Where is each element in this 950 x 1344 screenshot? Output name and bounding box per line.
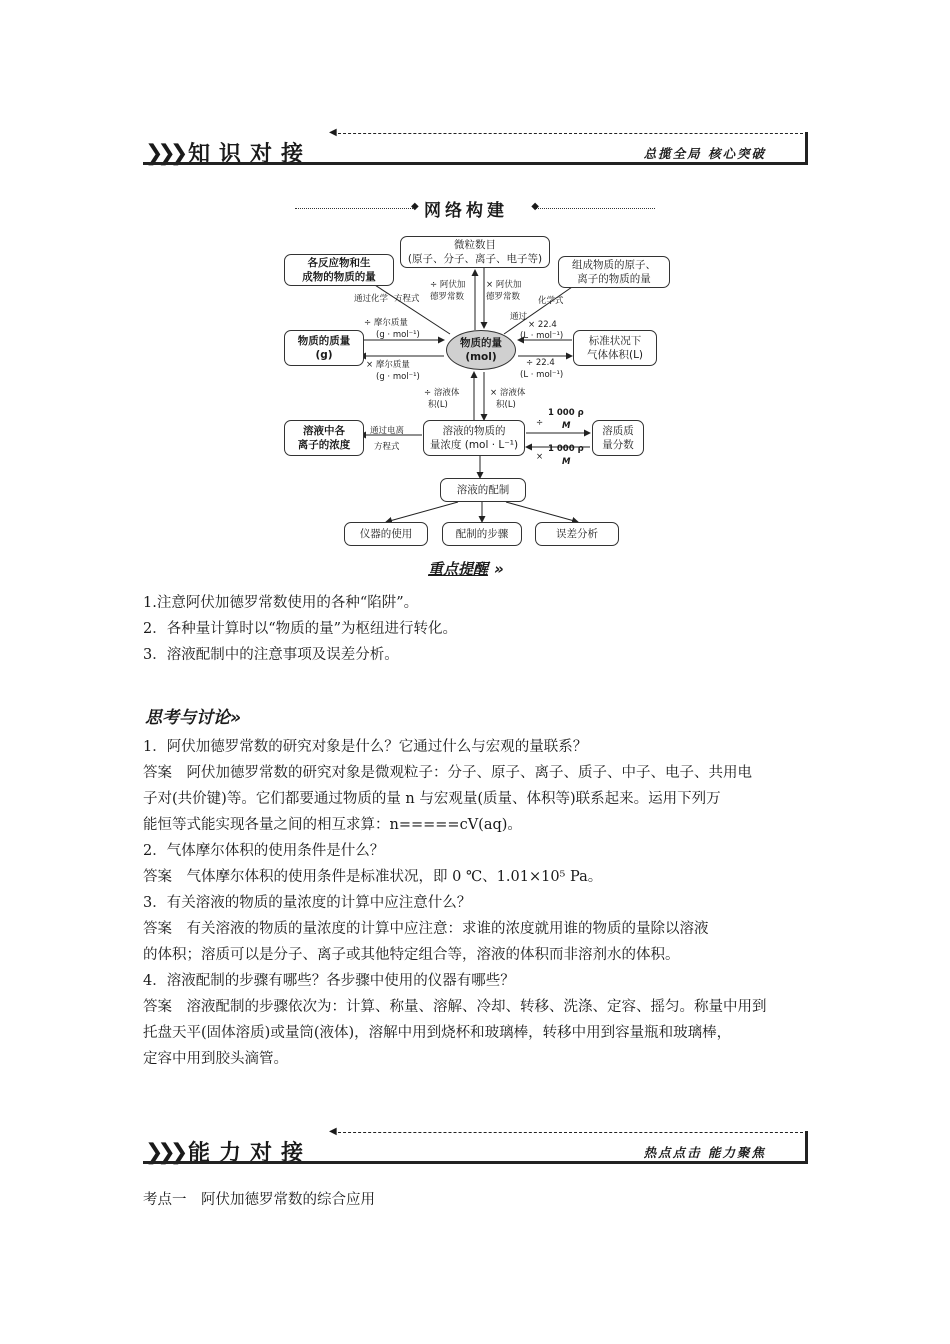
chevrons-icon: ❯❯❯ <box>145 141 183 166</box>
network-title: 网络构建 <box>424 201 508 221</box>
label-div-vm: ÷ 22.4 <box>526 358 555 368</box>
label-unit-m: (g · mol⁻¹) <box>376 330 420 340</box>
label-div-v2: 积(L) <box>428 400 448 410</box>
label-w-den2: M <box>562 457 571 467</box>
label-div-w: ÷ <box>536 418 544 428</box>
header-rule <box>143 1161 808 1164</box>
center-amount-of-substance: 物质的量 (mol) <box>446 330 516 370</box>
focus-item: 2．各种量计算时以“物质的量”为枢纽进行转化。 <box>143 621 458 637</box>
box-steps: 配制的步骤 <box>442 522 522 546</box>
box-mass: 物质的质量 (g) <box>284 330 364 366</box>
discuss-title: 思考与讨论» <box>145 708 242 728</box>
label-unit-vm: (L · mol⁻¹) <box>520 331 564 341</box>
box-ion-concentration: 溶液中各 离子的浓度 <box>284 420 364 456</box>
label-div-v: ÷ 溶液体 <box>424 388 460 398</box>
section-title: 知识对接 <box>188 142 313 167</box>
section-slogan: 总揽全局 核心突破 <box>643 146 766 161</box>
chevron-icon: » <box>494 560 504 578</box>
paragraph-line: 答案 阿伏加德罗常数的研究对象是微观粒子：分子、原子、离子、质子、中子、电子、共用电 <box>143 765 752 781</box>
label-unit-m2: (g · mol⁻¹) <box>376 372 420 382</box>
label-mul-w: × <box>536 452 544 462</box>
label-div-na2: 德罗常数 <box>430 292 465 302</box>
section-header-ability <box>143 1126 808 1174</box>
box-instruments: 仪器的使用 <box>344 522 428 546</box>
label-mul-v: × 溶液体 <box>490 388 526 398</box>
label-ion2: 方程式 <box>374 442 400 452</box>
label-eq-right: 化学式 <box>538 296 564 306</box>
chevrons-icon: ❯❯❯ <box>145 1140 183 1165</box>
paragraph-line: 3．有关溶液的物质的量浓度的计算中应注意什么？ <box>143 895 472 911</box>
paragraph-line: 答案 有关溶液的物质的量浓度的计算中应注意：求谁的浓度就用谁的物质的量除以溶液 <box>143 921 709 937</box>
label-w-den: M <box>562 421 571 431</box>
box-solution-prep: 溶液的配制 <box>440 478 526 502</box>
paragraph-line: 1．阿伏加德罗常数的研究对象是什么？它通过什么与宏观的量联系？ <box>143 739 588 755</box>
concept-diagram <box>278 232 673 552</box>
label-w-num2: 1 000 ρ <box>548 444 584 454</box>
label-w-num: 1 000 ρ <box>548 408 584 418</box>
label-mul-v2: 积(L) <box>496 400 516 410</box>
box-reactant-moles: 各反应物和生 成物的物质的量 <box>284 254 394 286</box>
paragraph-line: 4．溶液配制的步骤有哪些？各步骤中使用的仪器有哪些？ <box>143 973 515 989</box>
focus-list <box>143 590 808 668</box>
box-particle-count: 微粒数目 (原子、分子、离子、电子等) <box>400 236 550 268</box>
section-header-knowledge <box>143 127 808 175</box>
paragraph-line: 能恒等式能实现各量之间的相互求算：n=====cV(aq)。 <box>143 817 522 833</box>
box-molar-concentration: 溶液的物质的 量浓度 (mol · L⁻¹) <box>423 420 525 456</box>
label-unit-vm2: (L · mol⁻¹) <box>520 370 564 380</box>
box-error-analysis: 误差分析 <box>535 522 619 546</box>
label-mul-na: × 阿伏加 <box>486 280 522 290</box>
label-div-m: ÷ 摩尔质量 <box>364 318 408 328</box>
label-mul-na2: 德罗常数 <box>486 292 521 302</box>
header-arrow-icon: ◀ <box>329 1126 337 1137</box>
label-eq-right2: 通过 <box>510 312 528 322</box>
header-rule <box>143 162 808 165</box>
paragraph-line: 子对(共价键)等。它们都要通过物质的量 n 与宏观量(质量、体积等)联系起来。运用下列万 <box>143 791 721 807</box>
focus-title: 重点提醒 » <box>428 560 504 578</box>
paragraph-line: 2．气体摩尔体积的使用条件是什么？ <box>143 843 385 859</box>
focus-item: 1.注意阿伏加德罗常数使用的各种“陷阱”。 <box>143 595 419 611</box>
label-ion: 通过电离 <box>370 426 405 436</box>
paragraph-line: 答案 气体摩尔体积的使用条件是标准状况，即 0 ℃、1.01×10⁵ Pa。 <box>143 869 603 885</box>
paragraph-line: 定容中用到胶头滴管。 <box>143 1051 288 1067</box>
label-eq-left: 方程式 <box>394 294 420 304</box>
discuss-body <box>143 734 808 1072</box>
box-gas-volume: 标准状况下 气体体积(L) <box>573 330 657 366</box>
header-rule-right <box>805 132 808 165</box>
paragraph-line: 答案 溶液配制的步骤依次为：计算、称量、溶解、冷却、转移、洗涤、定容、摇匀。称量中用到 <box>143 999 767 1015</box>
kaodian-line: 考点一 阿伏加德罗常数的综合应用 <box>143 1192 375 1208</box>
header-rule-right <box>805 1131 808 1164</box>
label-div-na: ÷ 阿伏加 <box>430 280 466 290</box>
section-slogan: 热点点击 能力聚焦 <box>643 1145 766 1160</box>
paragraph-line: 的体积；溶质可以是分子、离子或其他特定组合等，溶液的体积而非溶剂水的体积。 <box>143 947 680 963</box>
header-arrow-line <box>333 1132 803 1135</box>
paragraph-line: 托盘天平(固体溶质)或量筒(液体)，溶解中用到烧杯和玻璃棒，转移中用到容量瓶和玻璃棒， <box>143 1025 732 1041</box>
network-title-bar: ◆ ◆ 网络构建 <box>295 198 655 218</box>
label-mul-vm: × 22.4 <box>528 320 557 330</box>
label-eq-left2: 通过化学 <box>354 294 389 304</box>
focus-item: 3．溶液配制中的注意事项及误差分析。 <box>143 647 399 663</box>
label-mul-m: × 摩尔质量 <box>366 360 410 370</box>
box-atom-ion-moles: 组成物质的原子、 离子的物质的量 <box>558 256 670 288</box>
section-title: 能力对接 <box>188 1141 313 1166</box>
header-arrow-icon: ◀ <box>329 127 337 138</box>
header-arrow-line <box>333 133 803 136</box>
box-mass-fraction: 溶质质 量分数 <box>592 420 644 456</box>
chevron-icon: » <box>230 708 242 728</box>
